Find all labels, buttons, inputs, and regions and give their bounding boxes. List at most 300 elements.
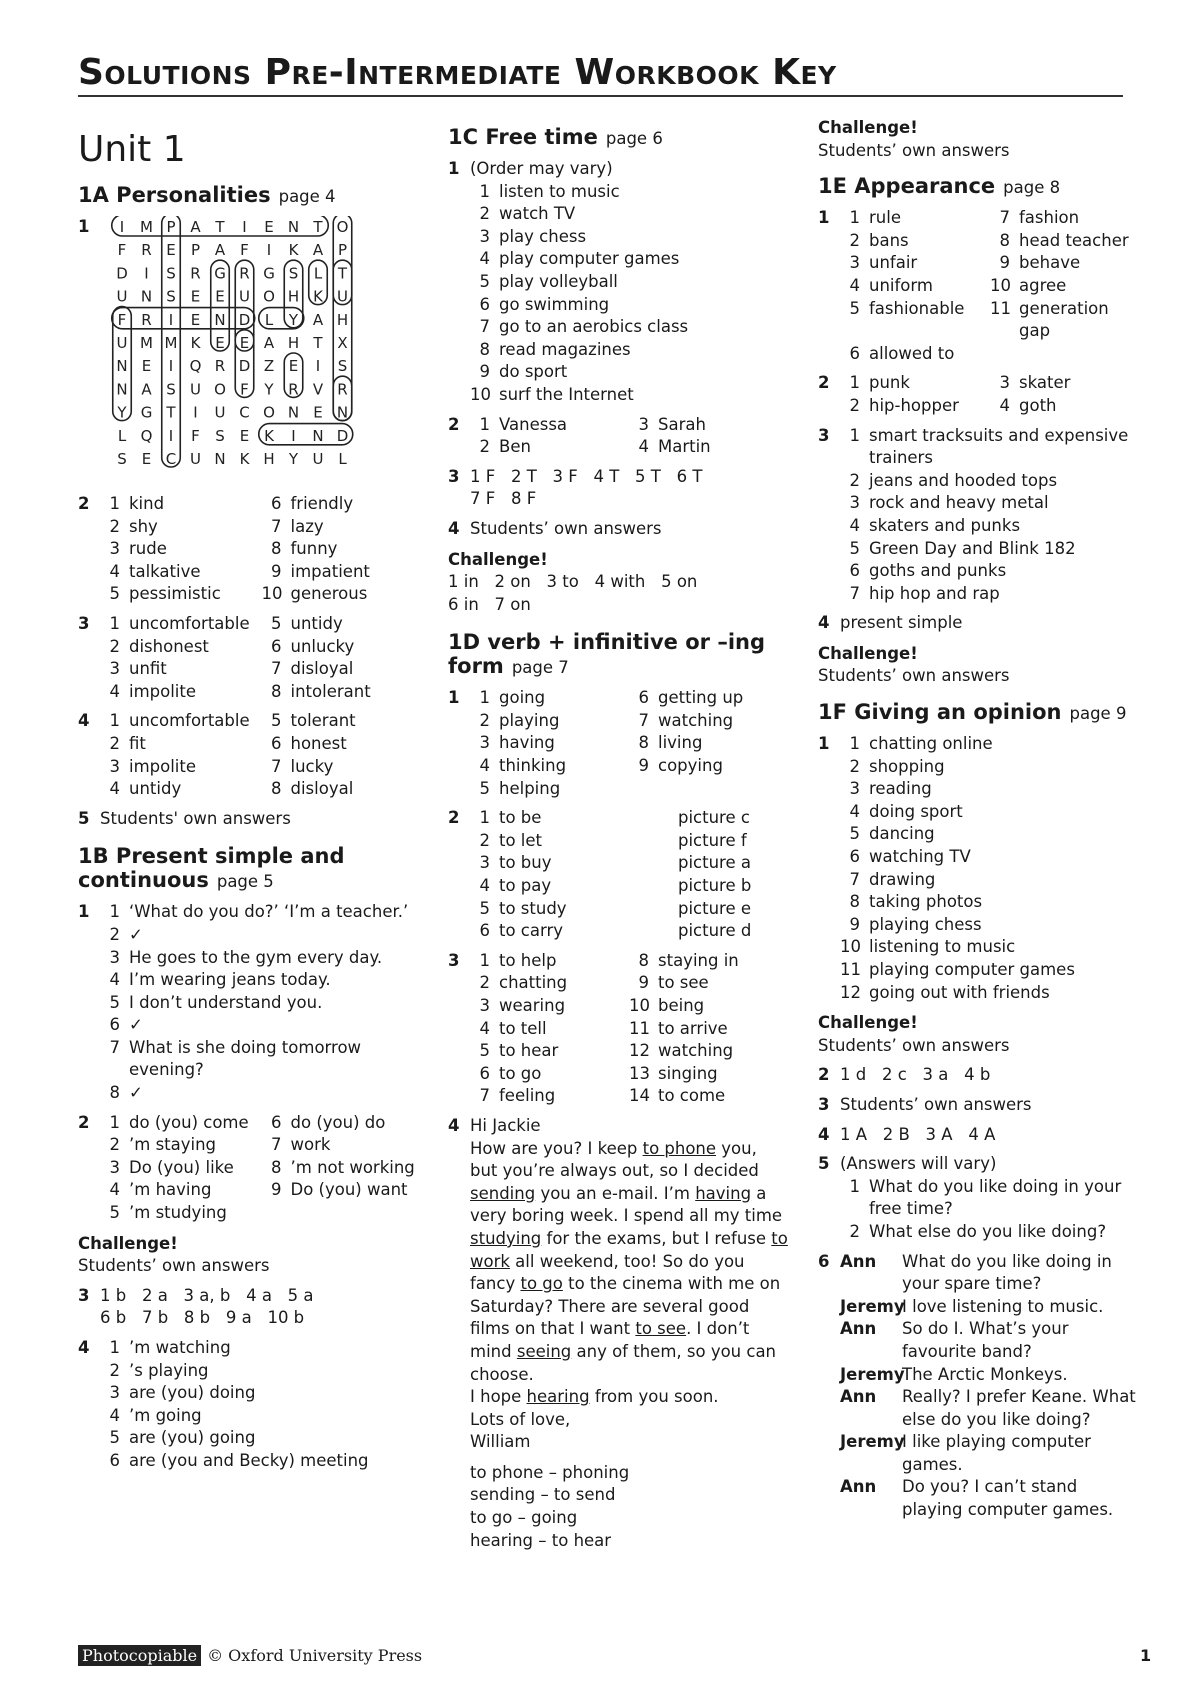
answer-item	[100, 756, 262, 779]
item-answer: taking photos	[869, 892, 983, 912]
item-number: 14	[629, 1086, 650, 1106]
title-rule	[78, 95, 1123, 97]
answer-item	[470, 1085, 629, 1108]
item-answer: do (you) come	[129, 1112, 249, 1132]
item-answer: impolite	[129, 756, 197, 776]
item-number: 11	[840, 960, 861, 979]
answer-item	[990, 230, 1138, 253]
exercise-number: 6	[818, 1251, 830, 1271]
answer-item	[262, 1157, 424, 1180]
grid-letter: E	[215, 287, 225, 306]
answer-item	[840, 778, 1138, 801]
item-answer: play chess	[499, 226, 587, 246]
item-answer: jeans and hooded tops	[869, 470, 1058, 490]
answer-item	[100, 1037, 423, 1082]
letter-text: any of them, so you can choose.	[470, 1341, 777, 1384]
exercise-1e-1	[818, 207, 1138, 365]
item-number: 5	[109, 1428, 120, 1448]
item-number: 2	[109, 516, 120, 536]
item-number: 3	[849, 493, 860, 513]
item-answer: read magazines	[499, 339, 631, 359]
letter-text: I hope	[470, 1387, 527, 1407]
grid-letter: U	[214, 403, 226, 422]
wordsearch	[100, 216, 390, 486]
item-answer: intolerant	[290, 681, 371, 701]
letter-body	[470, 1138, 788, 1387]
item-number: 12	[629, 1041, 650, 1061]
answer-item	[100, 1112, 262, 1135]
item-answer: Martin	[658, 437, 711, 457]
answer-item	[100, 1427, 423, 1450]
grid-letter: E	[288, 357, 299, 376]
grid-letter: T	[215, 218, 225, 236]
item-number: 3	[109, 947, 120, 967]
underlined-verb: having	[695, 1183, 752, 1203]
item-answer: to hear	[499, 1041, 559, 1061]
item-answer: rude	[129, 539, 167, 559]
item-answer: listening to music	[869, 937, 1016, 957]
letter-greeting: Hi Jackie	[470, 1115, 541, 1135]
answer-item	[262, 1112, 424, 1135]
item-number: 1	[109, 902, 120, 922]
item-number: 5	[849, 824, 860, 844]
item-answer: to pay	[499, 876, 552, 896]
exercise-1b-4	[78, 1337, 423, 1473]
item-number: 10	[261, 584, 283, 604]
answer-item	[629, 732, 788, 755]
item-answer: watching TV	[869, 847, 971, 867]
grid-letter: K	[288, 241, 299, 260]
grid-letter: I	[291, 426, 296, 445]
grid-letter: F	[240, 380, 249, 399]
item-number: 1	[849, 734, 860, 754]
grid-letter: I	[168, 357, 174, 376]
exercise-1f-2	[818, 1064, 1138, 1087]
answer-item	[100, 636, 262, 659]
item-number: 5	[479, 271, 490, 291]
item-answer: do sport	[499, 362, 568, 382]
item-number: 4	[479, 876, 490, 896]
item-number: 7	[109, 1037, 120, 1057]
grid-letter: H	[287, 334, 300, 352]
answer-line: 6 in 7 on	[448, 594, 531, 614]
grid-letter: G	[263, 264, 275, 283]
answer-item	[470, 710, 629, 733]
answer-item	[840, 801, 1138, 824]
exercise-1f-6	[818, 1251, 1138, 1522]
grid-letter: A	[190, 218, 201, 236]
grid-letter: E	[166, 241, 176, 260]
grid-letter: K	[190, 334, 201, 352]
grid-letter: E	[264, 218, 274, 236]
exercise-number: 3	[448, 950, 460, 970]
item-answer: feeling	[499, 1086, 556, 1106]
item-number: 9	[638, 973, 649, 993]
item-answer: funny	[290, 539, 338, 559]
item-number: 2	[109, 1135, 120, 1155]
answer-list	[840, 207, 1138, 365]
answer-item	[990, 372, 1138, 395]
speaker: Jeremy	[840, 1364, 905, 1384]
exercise-number: 4	[448, 518, 460, 538]
item-answer: Do (you) want	[290, 1180, 408, 1200]
item-answer: to carry	[499, 921, 564, 941]
exercise-1d-3	[448, 950, 788, 1108]
answer-item	[629, 414, 788, 437]
item-answer: shy	[129, 516, 158, 536]
item-number: 4	[999, 395, 1010, 415]
item-number: 6	[849, 561, 860, 581]
answer-item	[100, 992, 423, 1015]
item-number: 9	[638, 756, 649, 776]
item-number: 1	[109, 711, 120, 731]
answer-item	[262, 658, 424, 681]
grid-letter: K	[239, 450, 250, 468]
grid-letter: N	[336, 403, 349, 422]
answer-list	[470, 181, 788, 407]
item-number: 7	[638, 710, 649, 730]
item-answer: play computer games	[499, 249, 680, 269]
section-1f-heading	[818, 700, 1138, 726]
item-number: 2	[109, 1360, 120, 1380]
item-answer: do (you) do	[290, 1112, 386, 1132]
grid-letter: I	[315, 357, 321, 376]
section-page: page 8	[1003, 178, 1061, 198]
section-1e-heading	[818, 174, 1138, 200]
item-number: 2	[109, 636, 120, 656]
item-answer: punk	[869, 373, 910, 393]
correction-list	[470, 1462, 788, 1552]
item-answer: He goes to the gym every day.	[129, 947, 383, 967]
grid-letter: T	[313, 334, 323, 352]
answer-item	[990, 298, 1138, 343]
grid-letter: C	[165, 450, 177, 468]
answer-item	[470, 1040, 629, 1063]
grid-letter: I	[168, 310, 174, 329]
item-number: 4	[849, 801, 860, 821]
grid-letter: M	[164, 334, 178, 352]
section-page: page 6	[605, 129, 663, 148]
answer-item	[262, 756, 424, 779]
answer-item	[470, 203, 788, 226]
item-number: 4	[479, 756, 490, 776]
answer-item	[262, 733, 424, 756]
letter-text: you an e-mail. I’m	[535, 1183, 696, 1203]
exercise-number: 5	[78, 808, 90, 828]
grid-letter: S	[288, 264, 299, 283]
grid-letter: I	[242, 218, 247, 236]
item-number: 5	[271, 711, 282, 731]
item-answer: impatient	[290, 561, 370, 581]
grid-letter: R	[141, 241, 152, 260]
answer-text: Students' own answers	[100, 808, 291, 828]
answer-item	[840, 982, 1138, 1005]
answer-item	[100, 613, 262, 636]
grid-letter: S	[166, 287, 176, 306]
item-answer: rule	[869, 208, 901, 228]
answer-item	[470, 830, 788, 853]
photocopiable-badge: Photocopiable	[78, 1645, 201, 1666]
grid-letter: Y	[288, 310, 299, 329]
item-number: 3	[109, 1157, 120, 1177]
grid-letter: P	[166, 218, 176, 236]
grid-letter: F	[240, 241, 249, 260]
answer-list	[100, 613, 423, 703]
grid-letter: M	[140, 218, 153, 236]
letter-text: from you soon.	[589, 1387, 719, 1407]
exercise-1f-4	[818, 1124, 1138, 1147]
item-answer: ✓	[129, 1015, 143, 1035]
answer-list	[840, 372, 1138, 417]
item-answer: to study	[499, 898, 567, 918]
item-answer: staying in	[658, 950, 739, 970]
grid-letter: C	[239, 403, 250, 422]
item-number: 5	[479, 898, 490, 918]
exercise-number: 1	[818, 734, 830, 754]
grid-letter: Y	[288, 450, 299, 468]
item-number: 9	[849, 914, 860, 934]
section-page: page 7	[511, 658, 569, 678]
answer-item	[262, 710, 424, 733]
item-number: 8	[271, 539, 282, 559]
answer-line: 1 F 2 T 3 F 4 T 5 T 6 T	[470, 466, 703, 486]
item-number: 2	[849, 470, 860, 490]
section-page: page 9	[1069, 704, 1127, 724]
item-picture: picture a	[678, 853, 751, 873]
item-answer: dancing	[869, 824, 935, 844]
grid-letter: I	[168, 426, 174, 445]
grid-letter: Y	[117, 403, 127, 422]
item-number: 8	[271, 681, 282, 701]
item-answer: Sarah	[658, 414, 706, 434]
grid-letter: O	[336, 218, 349, 236]
exercise-number: 3	[448, 466, 460, 486]
section-title: 1E Appearance	[818, 174, 996, 199]
answer-item	[100, 1202, 262, 1225]
answer-item	[840, 959, 1138, 982]
grid-letter: U	[337, 287, 348, 306]
letter-text: you, but you’re always out, so I decided	[470, 1138, 759, 1181]
letter-text: all weekend, too! So do you fancy	[470, 1251, 745, 1294]
item-number: 4	[109, 1180, 120, 1200]
item-number: 3	[638, 414, 649, 434]
item-number: 8	[479, 339, 490, 359]
answer-text: Students’ own answers	[840, 1094, 1032, 1114]
item-number: 7	[271, 756, 282, 776]
item-answer: ’m going	[129, 1405, 202, 1425]
item-answer: uncomfortable	[129, 613, 250, 633]
answer-item	[262, 538, 424, 561]
answer-item	[840, 425, 1138, 470]
item-answer: work	[290, 1135, 331, 1155]
exercise-number: 4	[78, 1338, 90, 1357]
item-answer: are (you and Becky) meeting	[129, 1450, 369, 1470]
item-number: 5	[849, 538, 860, 558]
grid-letter: N	[116, 357, 128, 376]
item-answer: ’m watching	[129, 1338, 231, 1357]
item-number: 11	[629, 1018, 650, 1038]
item-number: 2	[479, 973, 490, 993]
letter-text: for the exams, but I refuse	[541, 1228, 772, 1248]
item-number: 2	[849, 756, 860, 776]
item-answer: agree	[1019, 275, 1067, 295]
answer-item	[470, 339, 788, 362]
exercise-1e-2	[818, 372, 1138, 417]
grid-letter: R	[288, 380, 299, 399]
grid-letter: D	[238, 357, 251, 376]
answer-item	[470, 898, 788, 921]
grid-letter: R	[337, 380, 348, 399]
item-number: 7	[999, 208, 1010, 228]
item-answer: generous	[290, 584, 368, 604]
item-answer: going out with friends	[869, 982, 1050, 1002]
answer-list	[100, 901, 423, 1104]
underlined-verb: sending	[470, 1183, 536, 1203]
section-1c-heading	[448, 125, 788, 151]
item-number: 7	[849, 869, 860, 889]
grid-letter: E	[215, 334, 225, 352]
item-answer: wearing	[499, 996, 566, 1015]
item-number: 5	[271, 613, 282, 633]
item-answer: head teacher	[1019, 230, 1129, 250]
item-answer: watching	[658, 1041, 734, 1061]
speaker: Ann	[840, 1251, 877, 1271]
grid-letter: R	[141, 310, 152, 329]
item-answer: to go	[499, 1063, 542, 1083]
answer-item	[262, 636, 424, 659]
item-number: 8	[999, 230, 1010, 250]
answer-item	[470, 271, 788, 294]
item-number: 1	[849, 373, 860, 393]
grid-letter: U	[190, 450, 201, 468]
correction-item: sending – to send	[470, 1485, 616, 1505]
item-number: 4	[849, 515, 860, 535]
grid-letter: H	[263, 450, 275, 468]
item-number: 3	[479, 733, 490, 753]
grid-letter: G	[140, 403, 153, 422]
exercise-1a-4	[78, 710, 423, 800]
letter-text: . I don’t mind	[470, 1319, 750, 1361]
challenge-heading: Challenge!	[78, 1233, 178, 1253]
answer-item	[629, 436, 788, 459]
item-answer: chatting online	[869, 734, 993, 754]
item-number: 6	[849, 343, 860, 363]
item-number: 7	[271, 659, 282, 679]
exercise-number: 2	[818, 1065, 830, 1085]
answer-item	[840, 869, 1138, 892]
answer-item	[840, 891, 1138, 914]
grid-letter: U	[190, 380, 201, 399]
answer-item	[629, 972, 788, 995]
item-answer: watch TV	[499, 204, 576, 224]
answer-item	[470, 1018, 629, 1041]
letter-text: a very boring week. I spend all my time	[470, 1183, 783, 1226]
answer-item	[470, 778, 629, 801]
item-answer: to help	[499, 950, 557, 970]
section-title: 1B Present simple and continuous	[78, 844, 345, 893]
answer-item	[629, 778, 788, 801]
item-answer: surf the Internet	[499, 384, 634, 404]
item-answer: fashion	[1019, 208, 1080, 228]
item-number: 9	[271, 1180, 282, 1200]
exercise-number: 1	[818, 208, 830, 228]
item-number: 1	[479, 688, 490, 708]
item-answer: to come	[658, 1086, 726, 1106]
grid-letter: I	[119, 218, 125, 236]
item-number: 10	[470, 384, 491, 404]
item-answer: lucky	[290, 756, 334, 776]
exercise-number: 2	[818, 373, 830, 393]
speaker: Ann	[840, 1319, 877, 1339]
answer-item	[840, 395, 990, 418]
answer-text: 1 d 2 c 3 a 4 b	[840, 1065, 991, 1085]
item-number: 1	[109, 1338, 120, 1357]
grid-letter: U	[116, 334, 128, 352]
item-answer: uniform	[869, 275, 933, 295]
speaker: Ann	[840, 1477, 877, 1497]
item-answer: to see	[658, 973, 709, 993]
item-number: 2	[479, 710, 490, 730]
grid-letter: S	[215, 426, 225, 445]
exercise-1e-4	[818, 612, 1138, 635]
item-answer: ’m staying	[129, 1135, 217, 1155]
item-number: 3	[479, 226, 490, 246]
answer-item	[840, 914, 1138, 937]
answer-item	[100, 1134, 262, 1157]
item-answer: to let	[499, 830, 543, 850]
answer-item	[990, 275, 1138, 298]
item-number: 2	[849, 1221, 860, 1241]
exercise-1a-1	[78, 216, 423, 486]
answer-item	[262, 1179, 424, 1202]
exercise-1d-2	[448, 807, 788, 943]
grid-letter: I	[144, 264, 149, 283]
item-answer: Ben	[499, 437, 531, 457]
item-answer: dishonest	[129, 636, 209, 656]
answer-item	[470, 807, 788, 830]
grid-letter: K	[264, 426, 274, 445]
underlined-verb: to work	[470, 1228, 788, 1271]
item-answer: helping	[499, 778, 561, 798]
answer-list	[470, 687, 788, 800]
exercise-1c-1	[448, 158, 788, 407]
item-answer: Do (you) like	[129, 1157, 234, 1177]
item-number: 3	[849, 779, 860, 799]
grid-letter: Z	[263, 357, 275, 376]
item-picture: picture d	[678, 921, 752, 941]
answer-item	[990, 343, 1138, 366]
section-title: 1D verb + infinitive or –ing form	[448, 630, 766, 679]
item-number: 5	[109, 992, 120, 1012]
item-number: 5	[479, 778, 490, 798]
speech: The Arctic Monkeys.	[902, 1364, 1068, 1384]
item-answer: I don’t understand you.	[129, 992, 323, 1012]
item-number: 10	[629, 996, 650, 1015]
exercise-number: 2	[78, 494, 90, 513]
answer-text: Students’ own answers	[470, 518, 662, 538]
answer-list	[840, 425, 1138, 606]
item-answer: bans	[869, 230, 909, 250]
challenge-heading: Challenge!	[448, 549, 548, 569]
item-number: 2	[479, 830, 490, 850]
section-title: 1C Free time	[448, 125, 598, 149]
item-number: 7	[271, 1135, 282, 1155]
exercise-1e-3	[818, 425, 1138, 606]
challenge-text: Students’ own answers	[818, 666, 1010, 686]
answer-item	[840, 733, 1138, 756]
item-answer: untidy	[129, 779, 182, 799]
grid-letter: N	[287, 403, 300, 422]
